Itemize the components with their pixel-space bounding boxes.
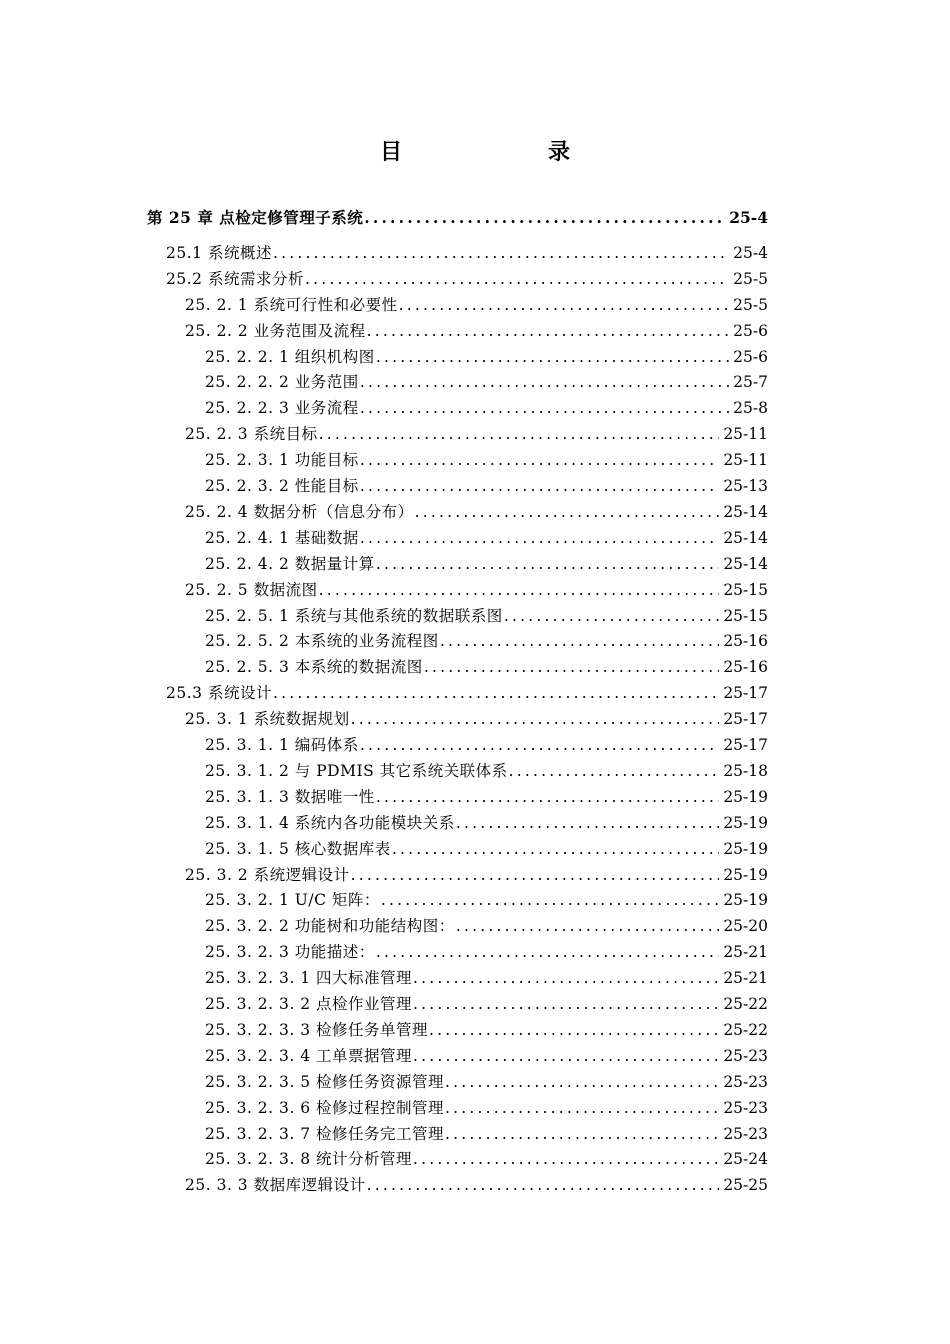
- toc-entry[interactable]: [166, 264, 768, 290]
- toc-entry[interactable]: [185, 497, 768, 523]
- toc-dot-leader: [351, 864, 720, 886]
- toc-entry[interactable]: [205, 782, 768, 808]
- toc-dot-leader: [399, 294, 730, 316]
- toc-entry-label: 25. 3. 2. 3. 3 检修任务单管理: [205, 1020, 429, 1039]
- toc-entry-page: 25-18: [723, 761, 768, 780]
- toc-entry-label: 25. 3. 2. 3. 4 工单票据管理: [205, 1046, 413, 1065]
- toc-dot-leader: [509, 760, 720, 782]
- toc-entry[interactable]: [185, 419, 768, 445]
- toc-entry[interactable]: [205, 911, 768, 937]
- toc-entry-label: 25. 3. 1. 5 核心数据库表: [205, 839, 391, 858]
- toc-entry-page: 25-19: [723, 787, 768, 806]
- toc-entry[interactable]: [185, 1170, 768, 1196]
- toc-entry-page: 25-23: [723, 1098, 768, 1117]
- toc-entry-page: 25-14: [723, 502, 768, 521]
- toc-dot-leader: [360, 734, 720, 756]
- toc-dot-leader: [376, 941, 720, 963]
- toc-entry-page: 25-16: [723, 658, 768, 677]
- toc-entry-page: 25-14: [723, 528, 768, 547]
- toc-dot-leader: [440, 630, 720, 652]
- toc-entry-label: 25. 2. 2. 2 业务范围: [205, 373, 359, 392]
- toc-dot-leader: [360, 527, 720, 549]
- toc-entry-label: 25. 2. 3. 1 功能目标: [205, 451, 359, 470]
- toc-entry-label: 25.3 系统设计: [166, 684, 272, 703]
- toc-entry-label: 25. 3. 2. 1 U/C 矩阵：: [205, 891, 380, 910]
- toc-entry-page: 25-15: [723, 606, 768, 625]
- toc-dot-leader: [456, 915, 720, 937]
- toc-chapter-entry[interactable]: [147, 203, 768, 229]
- toc-entry-page: 25-17: [723, 710, 768, 729]
- toc-entry-label: 25. 2. 2 业务范围及流程: [185, 321, 366, 340]
- toc-entry-page: 25-22: [723, 995, 768, 1013]
- toc-dot-leader: [360, 371, 729, 393]
- toc-entry[interactable]: [205, 1067, 768, 1093]
- toc-entry[interactable]: [166, 238, 768, 264]
- toc-dot-leader: [413, 993, 719, 1015]
- toc-entry-page: 25-19: [723, 813, 768, 832]
- toc-entry[interactable]: [205, 808, 768, 834]
- toc-entry-label: 25.2 系统需求分析: [166, 269, 304, 288]
- toc-entry-label: 25. 3. 1. 2 与 PDMIS 其它系统关联体系: [205, 761, 508, 780]
- toc-entry-label: 25. 2. 4. 1 基础数据: [205, 528, 359, 547]
- toc-entry[interactable]: [205, 963, 768, 989]
- toc-entry-page: 25-24: [723, 1150, 768, 1169]
- toc-entry[interactable]: [205, 601, 768, 627]
- toc-entry-label: 25. 3. 2. 3. 7 检修任务完工管理: [205, 1124, 445, 1143]
- toc-entry-label: 25. 3. 2. 3 功能描述：: [205, 943, 375, 962]
- toc-entry-label: 25. 2. 3 系统目标: [185, 425, 318, 444]
- toc-entry-page: 25-23: [723, 1124, 768, 1143]
- toc-entry[interactable]: [205, 652, 768, 678]
- toc-entry-label: 25. 2. 2. 1 组织机构图: [205, 347, 375, 366]
- toc-entry-page: 25-21: [723, 969, 768, 988]
- toc-entry-page: 25-25: [723, 1176, 768, 1195]
- toc-entry[interactable]: [205, 549, 768, 575]
- toc-entry-page: 25-5: [733, 295, 768, 314]
- toc-entry[interactable]: [205, 523, 768, 549]
- toc-entry[interactable]: [205, 626, 768, 652]
- toc-entry-label: 25. 2. 5 数据流图: [185, 580, 318, 599]
- toc-entry-page: 25-4: [729, 208, 768, 227]
- toc-entry-page: 25-11: [723, 425, 768, 444]
- toc-entry-label: 25. 2. 5. 1 系统与其他系统的数据联系图: [205, 606, 503, 625]
- toc-entry-label: 25. 2. 4 数据分析（信息分布）: [185, 502, 414, 521]
- toc-entry[interactable]: [205, 834, 768, 860]
- toc-entry-label: 25. 3. 1 系统数据规划: [185, 710, 350, 729]
- toc-entry-label: 25. 3. 1. 3 数据唯一性: [205, 787, 375, 806]
- toc-entry[interactable]: [205, 1144, 768, 1170]
- toc-entry[interactable]: [185, 860, 768, 886]
- toc-dot-leader: [319, 579, 720, 601]
- toc-entry-page: 25-6: [733, 347, 768, 366]
- toc-dot-leader: [392, 838, 720, 860]
- toc-entry-label: 25. 3. 2 系统逻辑设计: [185, 865, 350, 884]
- toc-entry-label: 25. 2. 5. 3 本系统的数据流图: [205, 658, 423, 677]
- toc-entry[interactable]: [205, 1041, 768, 1067]
- toc-dot-leader: [319, 423, 720, 445]
- toc-entry-page: 25-4: [733, 243, 768, 262]
- toc-entry[interactable]: [205, 1119, 768, 1145]
- toc-entry-label: 25. 3. 1. 1 编码体系: [205, 736, 359, 754]
- toc-dot-leader: [367, 320, 730, 342]
- toc-dot-leader: [413, 1045, 719, 1067]
- toc-entry[interactable]: [205, 445, 768, 471]
- toc-entry[interactable]: [205, 937, 768, 963]
- toc-entry[interactable]: [166, 678, 768, 704]
- toc-entry-page: 25-5: [733, 269, 768, 288]
- toc-dot-leader: [445, 1123, 719, 1145]
- toc-entry[interactable]: [205, 756, 768, 782]
- toc-entry-page: 25-8: [733, 399, 768, 418]
- toc-entry-page: 25-6: [733, 321, 768, 340]
- toc-entry-page: 25-17: [723, 736, 768, 754]
- toc-entry[interactable]: [205, 471, 768, 497]
- toc-entry-page: 25-23: [723, 1046, 768, 1065]
- toc-entry-label: 第 25 章 点检定修管理子系统: [147, 208, 364, 227]
- toc-entry[interactable]: [205, 342, 768, 368]
- toc-entry-page: 25-16: [723, 632, 768, 651]
- toc-entry-page: 25-15: [723, 580, 768, 599]
- toc-entry-page: 25-14: [723, 554, 768, 573]
- toc-entry[interactable]: [185, 575, 768, 601]
- toc-dot-leader: [376, 346, 729, 368]
- toc-dot-leader: [351, 708, 720, 730]
- toc-entry-page: 25-19: [723, 865, 768, 884]
- toc-dot-leader: [305, 268, 729, 290]
- toc-dot-leader: [360, 475, 720, 497]
- toc-entry-label: 25. 2. 4. 2 数据量计算: [205, 554, 375, 573]
- toc-entry[interactable]: [205, 989, 768, 1015]
- toc-entry-page: 25-11: [723, 451, 768, 470]
- page-title: 目 录: [379, 140, 632, 165]
- toc-entry[interactable]: [205, 885, 768, 911]
- toc-entry-page: 25-22: [723, 1020, 768, 1039]
- toc-entry[interactable]: [205, 367, 768, 393]
- toc-entry-page: 25-23: [723, 1072, 768, 1091]
- toc-dot-leader: [504, 605, 720, 627]
- toc-entry-label: 25. 3. 2. 3. 2 点检作业管理: [205, 995, 413, 1013]
- toc-entry-label: 25. 3. 2. 2 功能树和功能结构图：: [205, 917, 455, 936]
- toc-entry[interactable]: [205, 1093, 768, 1119]
- toc-entry[interactable]: [205, 393, 768, 419]
- toc-entry-label: 25. 2. 5. 2 本系统的业务流程图: [205, 632, 439, 651]
- toc-entry-label: 25. 3. 2. 3. 5 检修任务资源管理: [205, 1072, 445, 1091]
- toc-dot-leader: [273, 682, 719, 704]
- toc-entry[interactable]: [185, 316, 768, 342]
- toc-entry[interactable]: [205, 730, 768, 756]
- toc-entry-page: 25-7: [733, 373, 768, 392]
- toc-entry[interactable]: [185, 290, 768, 316]
- toc-entry-page: 25-13: [723, 477, 768, 495]
- toc-dot-leader: [429, 1019, 719, 1041]
- toc-dot-leader: [376, 553, 720, 575]
- toc-dot-leader: [360, 397, 729, 419]
- toc-entry-page: 25-19: [723, 891, 768, 910]
- toc-dot-leader: [360, 449, 720, 471]
- toc-entry-label: 25. 2. 2. 3 业务流程: [205, 399, 359, 418]
- toc-entry-page: 25-20: [723, 917, 768, 936]
- toc-dot-leader: [273, 242, 729, 264]
- toc-entry-label: 25. 3. 2. 3. 1 四大标准管理: [205, 969, 413, 988]
- toc-dot-leader: [413, 967, 719, 989]
- toc-dot-leader: [415, 501, 720, 523]
- toc-entry-label: 25. 3. 2. 3. 6 检修过程控制管理: [205, 1098, 445, 1117]
- toc-dot-leader: [424, 656, 720, 678]
- toc-entry[interactable]: [185, 704, 768, 730]
- toc-dot-leader: [445, 1097, 719, 1119]
- toc-dot-leader: [367, 1174, 720, 1196]
- toc-entry-label: 25. 2. 3. 2 性能目标: [205, 477, 359, 495]
- toc-entry[interactable]: [205, 1015, 768, 1041]
- toc-dot-leader: [364, 207, 725, 229]
- toc-entry-label: 25.1 系统概述: [166, 243, 272, 262]
- toc-entry-page: 25-17: [723, 684, 768, 703]
- toc-entry-label: 25. 3. 2. 3. 8 统计分析管理: [205, 1150, 413, 1169]
- toc-dot-leader: [381, 889, 719, 911]
- toc-entry-label: 25. 3. 1. 4 系统内各功能模块关系: [205, 813, 455, 832]
- toc-dot-leader: [376, 786, 720, 808]
- toc-entry-label: 25. 3. 3 数据库逻辑设计: [185, 1176, 366, 1195]
- toc-dot-leader: [445, 1071, 719, 1093]
- toc-dot-leader: [456, 812, 720, 834]
- toc-entry-label: 25. 2. 1 系统可行性和必要性: [185, 295, 398, 314]
- toc-entry-page: 25-19: [723, 839, 768, 858]
- toc-entry-page: 25-21: [723, 943, 768, 962]
- toc-dot-leader: [413, 1148, 719, 1170]
